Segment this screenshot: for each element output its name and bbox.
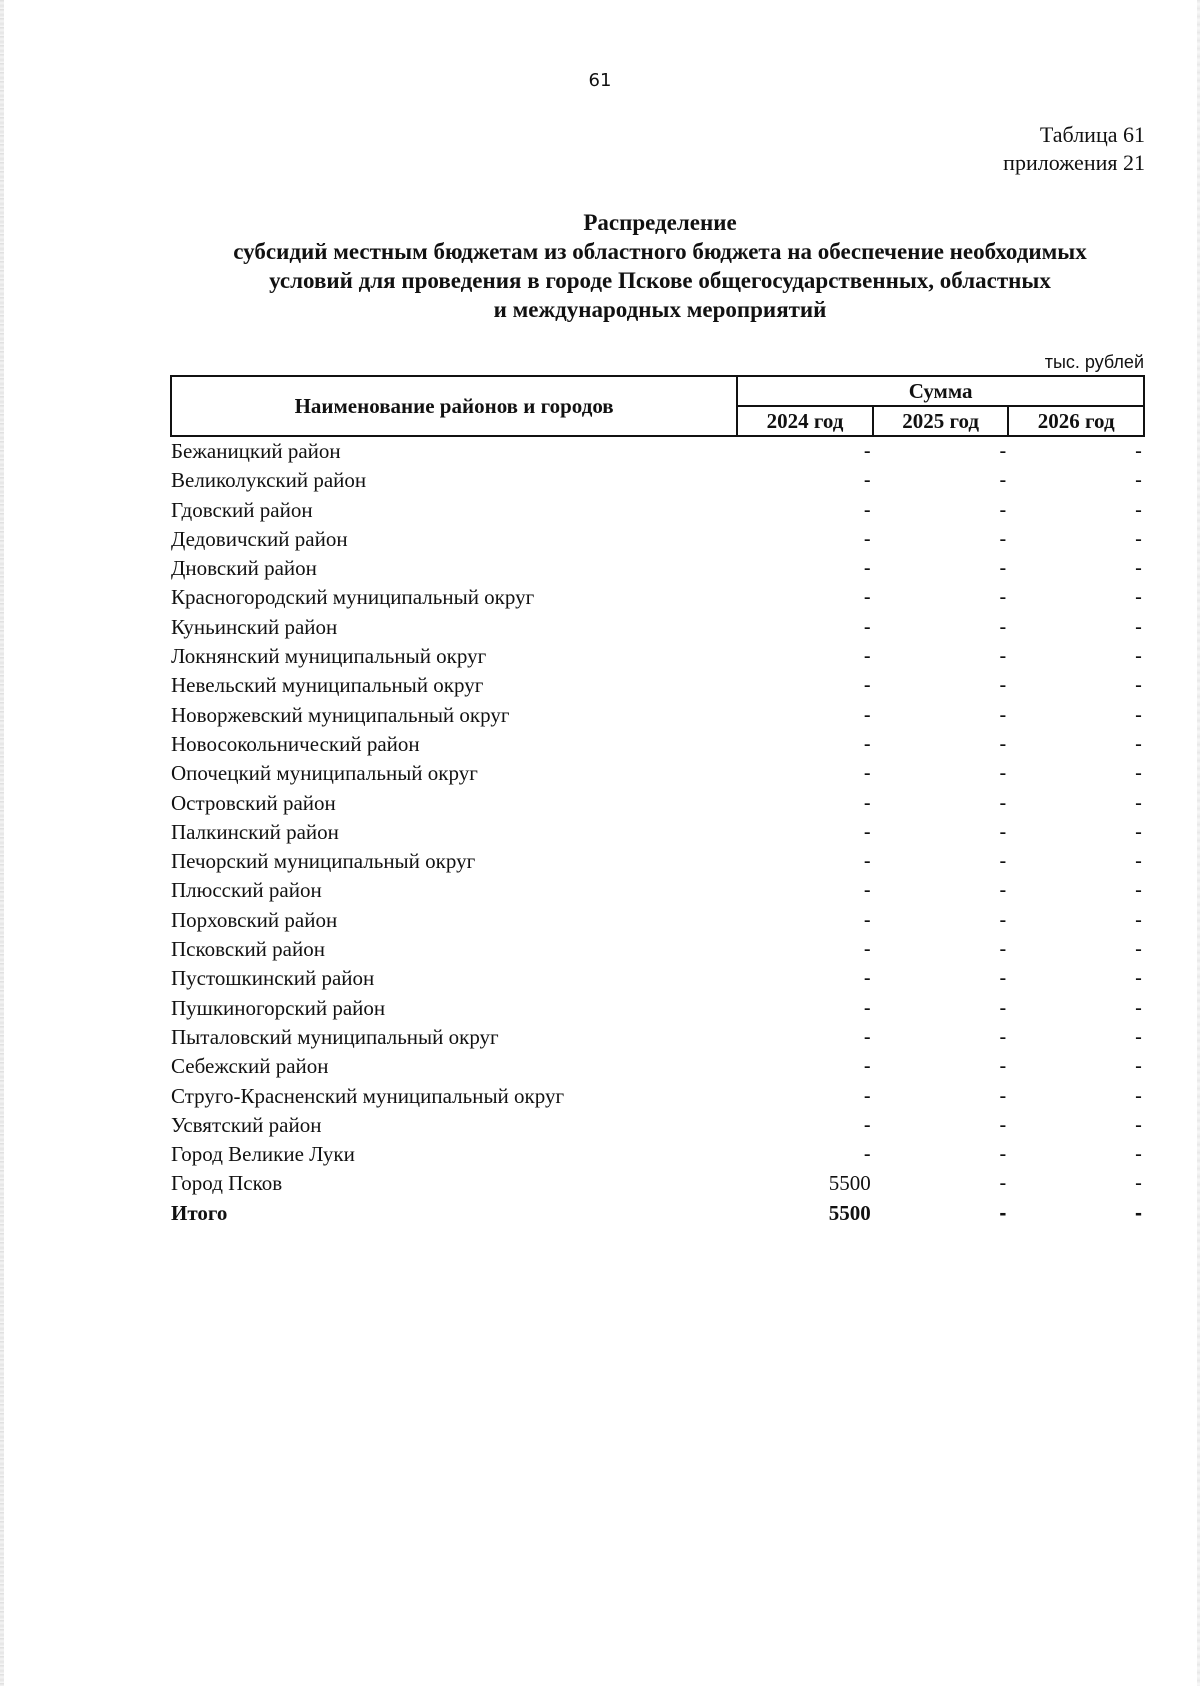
- table-row: [171, 730, 1144, 759]
- row-2024: -: [863, 674, 871, 698]
- row-2026: -: [1135, 1025, 1142, 1049]
- row-2024: -: [863, 615, 871, 639]
- row-2026: -: [1135, 1055, 1142, 1079]
- row-name: Красногородский муниципальный округ: [171, 585, 535, 610]
- row-name: Пустошкинский район: [171, 966, 375, 991]
- row-2024: -: [863, 762, 871, 786]
- table-row: [171, 818, 1144, 847]
- header-2025: 2025 год: [873, 406, 1009, 436]
- row-2025: -: [999, 967, 1007, 991]
- table-row: [171, 583, 1144, 612]
- header-2024: 2024 год: [737, 406, 873, 436]
- row-name: Куньинский район: [171, 614, 338, 639]
- table-row: [171, 1052, 1144, 1081]
- row-2026: -: [1135, 674, 1142, 698]
- row-2025: -: [999, 527, 1007, 551]
- row-2025: -: [999, 879, 1007, 903]
- row-2026: -: [1135, 732, 1142, 756]
- table-row: [171, 994, 1144, 1023]
- row-2026: -: [1135, 762, 1142, 786]
- row-2024: -: [863, 440, 871, 463]
- row-2025: -: [999, 615, 1007, 639]
- row-2026: -: [1135, 996, 1142, 1020]
- row-2025: -: [999, 1055, 1007, 1079]
- title-line-4: и международных мероприятий: [493, 297, 827, 322]
- row-2025: -: [999, 1084, 1007, 1108]
- row-2026: -: [1135, 498, 1142, 522]
- row-2024: -: [863, 498, 871, 522]
- row-2026: -: [1135, 820, 1142, 844]
- row-2025: -: [999, 586, 1007, 610]
- row-2026: -: [1135, 879, 1142, 903]
- table-reference-line-1: Таблица 61: [1039, 122, 1145, 147]
- row-2024: -: [863, 703, 871, 727]
- row-2026: -: [1135, 440, 1142, 463]
- table-row: [171, 642, 1144, 671]
- header-name: Наименование районов и городов: [171, 376, 737, 436]
- title-line-3: условий для проведения в городе Пскове общегосударственных, областных: [269, 268, 1051, 293]
- subsidy-table: [170, 375, 1145, 1228]
- row-2026: -: [1135, 1172, 1142, 1196]
- table-row: [171, 759, 1144, 788]
- row-2026: -: [1135, 1143, 1142, 1167]
- row-2024: -: [863, 938, 871, 962]
- row-name: Порховский район: [171, 907, 338, 932]
- table-row: [171, 906, 1144, 935]
- table-row: [171, 701, 1144, 730]
- row-2024: -: [863, 996, 871, 1020]
- row-2024: -: [863, 967, 871, 991]
- row-2024: -: [863, 586, 871, 610]
- table-row: [171, 613, 1144, 642]
- total-row: [171, 1199, 1144, 1228]
- table-row: [171, 525, 1144, 554]
- row-2025: -: [999, 1025, 1007, 1049]
- row-2026: -: [1135, 791, 1142, 815]
- row-name: Себежский район: [171, 1054, 329, 1079]
- row-2024: -: [863, 645, 871, 669]
- scan-edge-left: [0, 0, 4, 1686]
- row-2025: -: [999, 1113, 1007, 1137]
- row-2025: -: [999, 440, 1007, 463]
- row-2025: -: [999, 469, 1007, 493]
- row-name: Плюсский район: [171, 878, 322, 903]
- table-row: [171, 466, 1144, 495]
- row-name: Город Великие Луки: [171, 1142, 355, 1167]
- row-name: Дновский район: [171, 556, 317, 581]
- row-name: Бежаницкий район: [171, 439, 341, 463]
- table-row: [171, 671, 1144, 700]
- row-2026: -: [1135, 527, 1142, 551]
- row-2026: -: [1135, 469, 1142, 493]
- row-2025: -: [999, 1143, 1007, 1167]
- row-2026: -: [1135, 1084, 1142, 1108]
- table-row: [171, 964, 1144, 993]
- row-name: Усвятский район: [171, 1112, 322, 1137]
- row-name: Струго-Красненский муниципальный округ: [171, 1083, 565, 1108]
- table-row: [171, 1140, 1144, 1169]
- row-2026: -: [1135, 615, 1142, 639]
- table-body: [171, 436, 1144, 1228]
- row-2025: -: [999, 732, 1007, 756]
- row-name: Опочецкий муниципальный округ: [171, 761, 478, 786]
- total-2026: -: [1135, 1201, 1142, 1225]
- row-name: Палкинский район: [171, 819, 339, 844]
- row-2025: -: [999, 703, 1007, 727]
- row-2025: -: [999, 908, 1007, 932]
- table-row: [171, 789, 1144, 818]
- row-2025: -: [999, 791, 1007, 815]
- table-row: [171, 847, 1144, 876]
- table-row: [171, 1082, 1144, 1111]
- row-name: Новоржевский муниципальный округ: [171, 702, 510, 727]
- row-2026: -: [1135, 1113, 1142, 1137]
- row-2025: -: [999, 820, 1007, 844]
- header-2026: 2026 год: [1008, 406, 1144, 436]
- total-label: Итого: [171, 1200, 228, 1225]
- row-name: Невельский муниципальный округ: [171, 673, 484, 698]
- row-2026: -: [1135, 586, 1142, 610]
- row-2024: -: [863, 1055, 871, 1079]
- row-2024: -: [863, 469, 871, 493]
- row-name: Пушкиногорский район: [171, 995, 386, 1020]
- title-line-1: Распределение: [583, 210, 737, 235]
- table-row: [171, 876, 1144, 905]
- row-2024: -: [863, 908, 871, 932]
- row-2025: -: [999, 996, 1007, 1020]
- row-2026: -: [1135, 557, 1142, 581]
- total-2024: 5500: [828, 1200, 871, 1225]
- row-name: Пыталовский муниципальный округ: [171, 1024, 499, 1049]
- row-2026: -: [1135, 703, 1142, 727]
- title-line-2: субсидий местным бюджетам из областного бюджета на обеспечение необходимых: [233, 239, 1087, 264]
- row-2025: -: [999, 1172, 1007, 1196]
- row-name: Дедовичский район: [171, 526, 348, 551]
- table-row: [171, 935, 1144, 964]
- table-row: [171, 496, 1144, 525]
- row-2024: -: [863, 879, 871, 903]
- row-2025: -: [999, 557, 1007, 581]
- row-2024: 5500: [828, 1171, 871, 1196]
- row-2025: -: [999, 645, 1007, 669]
- row-name: Печорский муниципальный округ: [171, 849, 476, 874]
- table-row: [171, 554, 1144, 583]
- table-row: [171, 1169, 1144, 1198]
- row-2024: -: [863, 791, 871, 815]
- row-2025: -: [999, 674, 1007, 698]
- row-2024: -: [863, 820, 871, 844]
- row-2025: -: [999, 762, 1007, 786]
- row-2026: -: [1135, 908, 1142, 932]
- row-2024: -: [863, 850, 871, 874]
- page-number: 61: [588, 70, 612, 91]
- row-2026: -: [1135, 645, 1142, 669]
- row-name: Город Псков: [171, 1171, 283, 1196]
- row-name: Псковский район: [171, 937, 325, 962]
- row-name: Новосокольнический район: [171, 731, 420, 756]
- table-header: [171, 376, 1144, 436]
- row-2026: -: [1135, 967, 1142, 991]
- table-row: [171, 1111, 1144, 1140]
- row-2024: -: [863, 1025, 871, 1049]
- document-title: [160, 208, 1160, 324]
- row-2026: -: [1135, 938, 1142, 962]
- row-2024: -: [863, 732, 871, 756]
- total-2025: -: [999, 1201, 1007, 1225]
- units-label: тыс. рублей: [1044, 352, 1144, 372]
- row-name: Локнянский муниципальный округ: [171, 644, 487, 669]
- table-row: [171, 1023, 1144, 1052]
- table-row: [171, 436, 1144, 466]
- row-2024: -: [863, 1084, 871, 1108]
- row-name: Гдовский район: [171, 497, 313, 522]
- row-2024: -: [863, 527, 871, 551]
- row-name: Великолукский район: [171, 468, 367, 493]
- table-reference-line-2: приложения 21: [1003, 150, 1145, 175]
- header-sum: Сумма: [737, 376, 1144, 406]
- row-name: Островский район: [171, 790, 336, 815]
- row-2024: -: [863, 1113, 871, 1137]
- row-2026: -: [1135, 850, 1142, 874]
- row-2024: -: [863, 1143, 871, 1167]
- row-2025: -: [999, 498, 1007, 522]
- table-reference: [1003, 121, 1145, 177]
- row-2024: -: [863, 557, 871, 581]
- row-2025: -: [999, 938, 1007, 962]
- row-2025: -: [999, 850, 1007, 874]
